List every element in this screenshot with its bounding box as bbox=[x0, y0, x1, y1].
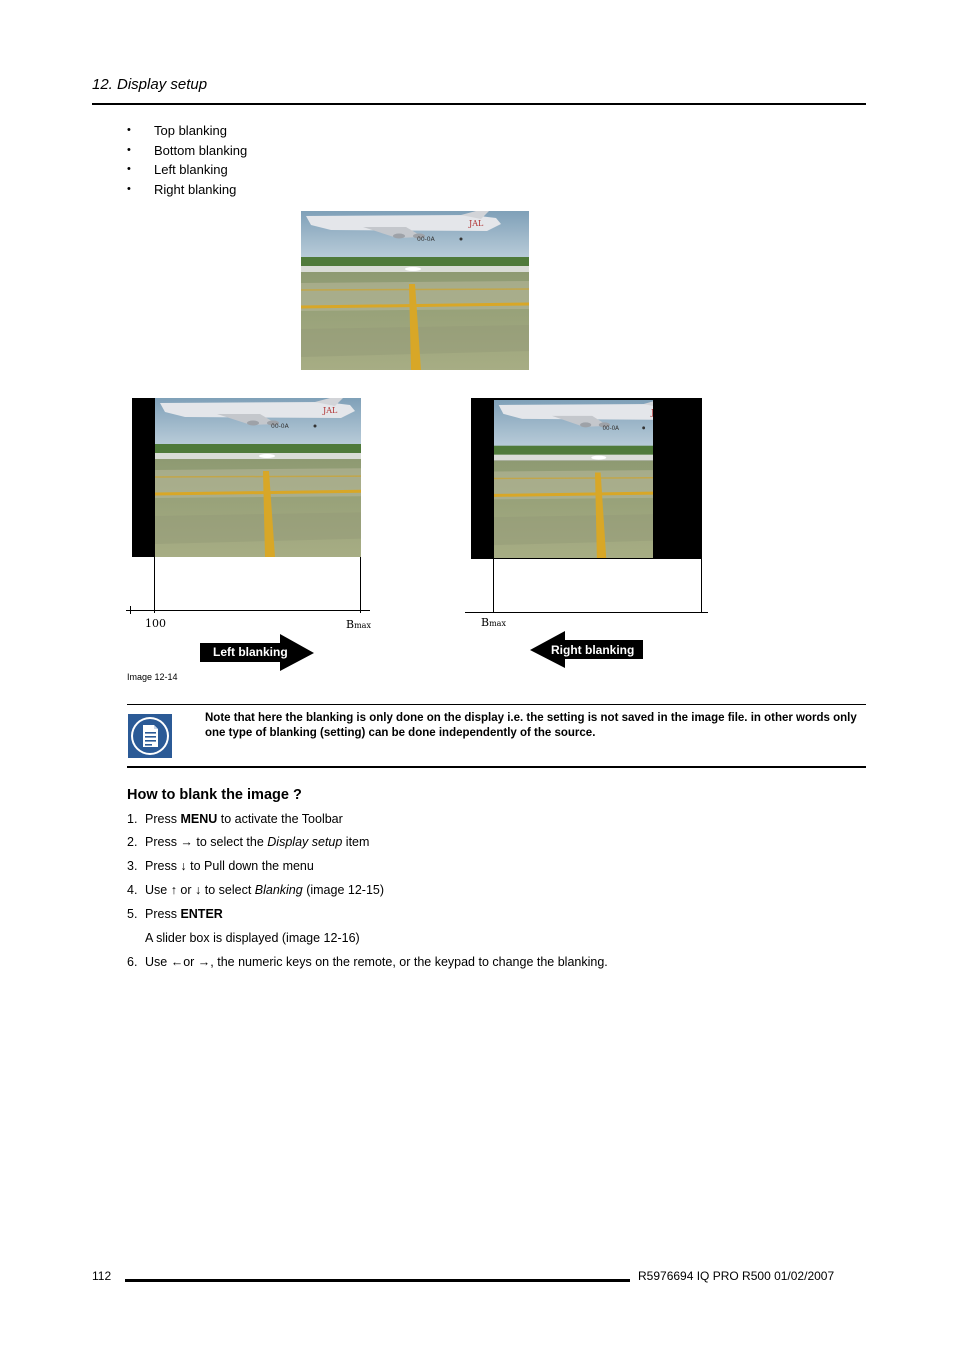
note-document-icon bbox=[128, 714, 172, 758]
left-scale-guide-start bbox=[154, 557, 155, 613]
step-text-italic: Blanking bbox=[254, 883, 303, 897]
left-scale-tick bbox=[130, 606, 131, 614]
figure-caption: Image 12-14 bbox=[127, 672, 178, 682]
step-number: 4. bbox=[127, 883, 138, 897]
footer-doc-info: R5976694 IQ PRO R500 01/02/2007 bbox=[638, 1269, 835, 1283]
blanking-types-list bbox=[127, 123, 247, 201]
left-scale-start-label: 100 bbox=[145, 617, 166, 630]
step-text-pre: Press bbox=[145, 907, 181, 921]
step-text-pre: Press bbox=[145, 812, 181, 826]
header-rule bbox=[92, 103, 866, 105]
left-blanking-arrow-label: Left blanking bbox=[213, 645, 288, 659]
footer-rule bbox=[125, 1279, 630, 1282]
left-scale-axis bbox=[126, 610, 370, 611]
procedure-step bbox=[127, 835, 369, 849]
step-text-post: (image 12-15) bbox=[302, 883, 385, 897]
list-item: • Bottom blanking bbox=[127, 143, 247, 163]
step-number: 2. bbox=[127, 835, 138, 849]
section-title: 12. Display setup bbox=[92, 76, 208, 93]
right-blanking-photo bbox=[471, 398, 702, 559]
step-text-pre: Press → to select the bbox=[145, 835, 268, 849]
step-text-pre: A slider box is displayed (image 12-16) bbox=[145, 931, 360, 945]
step-number: 3. bbox=[127, 859, 138, 873]
airport-scene-photo bbox=[301, 211, 529, 370]
procedure-step bbox=[127, 859, 314, 873]
left-blanking-photo bbox=[132, 398, 361, 557]
note-box bbox=[127, 704, 866, 768]
step-text-post: to activate the Toolbar bbox=[217, 812, 343, 826]
right-scale-guide-start bbox=[493, 559, 494, 613]
step-text-bold: MENU bbox=[180, 812, 218, 826]
procedure-step bbox=[127, 907, 223, 921]
step-text-pre: Use ↑ or ↓ to select bbox=[145, 883, 255, 897]
procedure-title: How to blank the image ? bbox=[127, 787, 302, 803]
note-text: Note that here the blanking is only done on the display i.e. the setting is not saved in the image file. in other words only one type of blanking (setting) can be done independently of the source. bbox=[205, 712, 857, 739]
step-number: 1. bbox=[127, 812, 138, 826]
step-text-pre: Press ↓ to Pull down the menu bbox=[145, 859, 314, 873]
list-item: • Left blanking bbox=[127, 162, 247, 182]
step-number: 6. bbox=[127, 955, 138, 969]
right-scale-guide-end bbox=[701, 559, 702, 613]
right-scale-axis bbox=[465, 612, 708, 613]
step-text-post: item bbox=[342, 835, 370, 849]
procedure-step bbox=[127, 883, 384, 897]
right-scale-start-label: Bmax bbox=[481, 616, 506, 629]
procedure-step bbox=[127, 812, 343, 826]
left-scale-end-label: Bmax bbox=[346, 618, 371, 631]
step-text-italic: Display setup bbox=[267, 835, 343, 849]
left-scale-guide-end bbox=[360, 557, 361, 613]
page-number: 112 bbox=[92, 1269, 112, 1283]
step-text-pre: Use ←or →, the numeric keys on the remote, or the keypad to change the blanking. bbox=[145, 955, 608, 969]
procedure-step bbox=[127, 931, 360, 945]
right-blanking-arrow-label: Right blanking bbox=[551, 643, 635, 657]
procedure-step bbox=[127, 955, 608, 969]
step-number: 5. bbox=[127, 907, 138, 921]
step-text-bold: ENTER bbox=[180, 907, 223, 921]
list-item: • Right blanking bbox=[127, 182, 247, 202]
list-item: • Top blanking bbox=[127, 123, 247, 143]
